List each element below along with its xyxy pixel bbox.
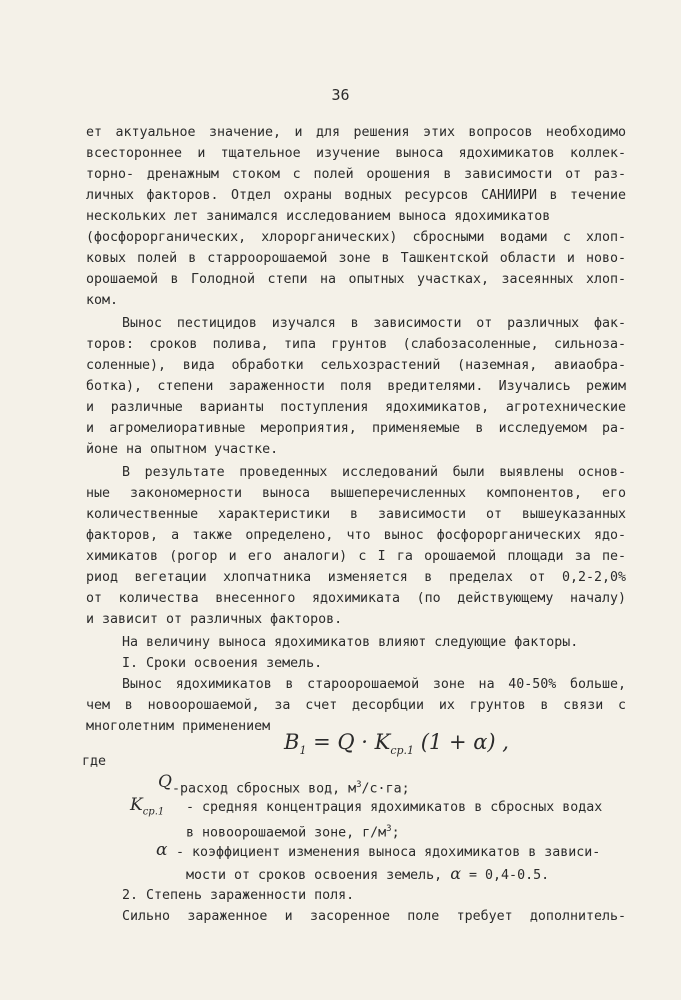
text-line: риод вегетации хлопчатника изменяется в пределах от 0,2-2,0% xyxy=(86,570,626,585)
definition-alpha-line2: мости от сроков освоения земель, α = 0,4-0.5. xyxy=(186,864,550,883)
text-line: Вынос пестицидов изучался в зависимости от различных фак- xyxy=(122,316,626,331)
text-line: количественные характеристики в зависимости от вышеуказанных xyxy=(86,507,626,522)
text-line: йоне на опытном участке. xyxy=(86,442,279,457)
formula-rhs-b: (1 + α) , xyxy=(420,730,509,754)
formula-lhs-sub: 1 xyxy=(299,744,307,758)
text-line: от количества внесенного ядохимиката (по действующему началу) xyxy=(86,591,626,606)
symbol-k: $K_{ср.1}$ xyxy=(130,795,165,818)
text-line: и различные варианты поступления ядохимикатов, агротехнические xyxy=(86,400,626,415)
text-line: и агромелиоративные мероприятия, применяемые в исследуемом ра- xyxy=(86,421,626,436)
text-line: В результате проведенных исследований были выявлены основ- xyxy=(122,465,626,480)
definition-alpha-line1: - коэффициент изменения выноса ядохимикатов в зависи- xyxy=(176,845,601,860)
text-line: химикатов (рогор и его аналоги) с I га орошаемой площади за пе- xyxy=(86,549,626,564)
text-line: многолетним применением xyxy=(86,719,271,734)
text-line: торов: сроков полива, типа грунтов (слабозасоленные, сильноза- xyxy=(86,337,626,352)
text-line: всестороннее и тщательное изучение выноса ядохимикатов коллек- xyxy=(86,146,626,161)
where-label: где xyxy=(82,754,107,769)
formula-lhs: B xyxy=(284,730,300,754)
definition-k-line1: - средняя концентрация ядохимикатов в сбросных водах xyxy=(186,800,603,815)
text-line: ботка), степени зараженности поля вредителями. Изучались режим xyxy=(86,379,626,394)
formula-rhs-a: = Q · K xyxy=(313,730,391,754)
formula-rhs-sub: ср.1 xyxy=(390,744,415,758)
text-line: На величину выноса ядохимикатов влияют следующие факторы. xyxy=(122,635,579,650)
text-line: соленные), вида обработки сельхозрастений (наземная, авиаобра- xyxy=(86,358,626,373)
text-line: факторов, а также определено, что вынос фосфорорганических ядо- xyxy=(86,528,626,543)
definition-q: -расход сбросных вод, $м^3/с\cdot га$; xyxy=(172,780,410,797)
text-line: ные закономерности выноса вышеперечисленных компонентов, его xyxy=(86,486,626,501)
text-line: (фосфорорганических, хлорорганических) сбросными водами с хлоп- xyxy=(86,230,626,245)
text-line: Вынос ядохимикатов в староорошаемой зоне на 40-50% больше, xyxy=(122,677,626,692)
text-line: Сильно зараженное и засоренное поле требует дополнитель- xyxy=(122,909,626,924)
formula xyxy=(284,730,509,757)
text-line: торно- дренажным стоком с полей орошения в зависимости от раз- xyxy=(86,167,626,182)
text-line: ком. xyxy=(86,293,119,308)
symbol-alpha: α xyxy=(156,840,168,860)
text-line: ковых полей в старроорошаемой зоне в Ташкентской области и ново- xyxy=(86,251,626,266)
text-line: I. Сроки освоения земель. xyxy=(122,656,323,671)
definition-k-line2: в новоорошаемой зоне, $г/м^3$; xyxy=(186,824,400,841)
text-line: чем в новоорошаемой, за счет десорбции их грунтов в связи с xyxy=(86,698,626,713)
page-number: 36 xyxy=(331,86,350,104)
text-line: и зависит от различных факторов. xyxy=(86,612,343,627)
text-line: орошаемой в Голодной степи на опытных участках, засеянных хлоп- xyxy=(86,272,626,287)
text-line: ет актуальное значение, и для решения этих вопросов необходимо xyxy=(86,125,626,140)
text-line: личных факторов. Отдел охраны водных ресурсов САНИИРИ в течение xyxy=(86,188,626,203)
text-line: нескольких лет занимался исследованием выноса ядохимикатов xyxy=(86,209,551,224)
text-line: 2. Степень зараженности поля. xyxy=(122,888,355,903)
symbol-q: Q xyxy=(158,772,172,792)
